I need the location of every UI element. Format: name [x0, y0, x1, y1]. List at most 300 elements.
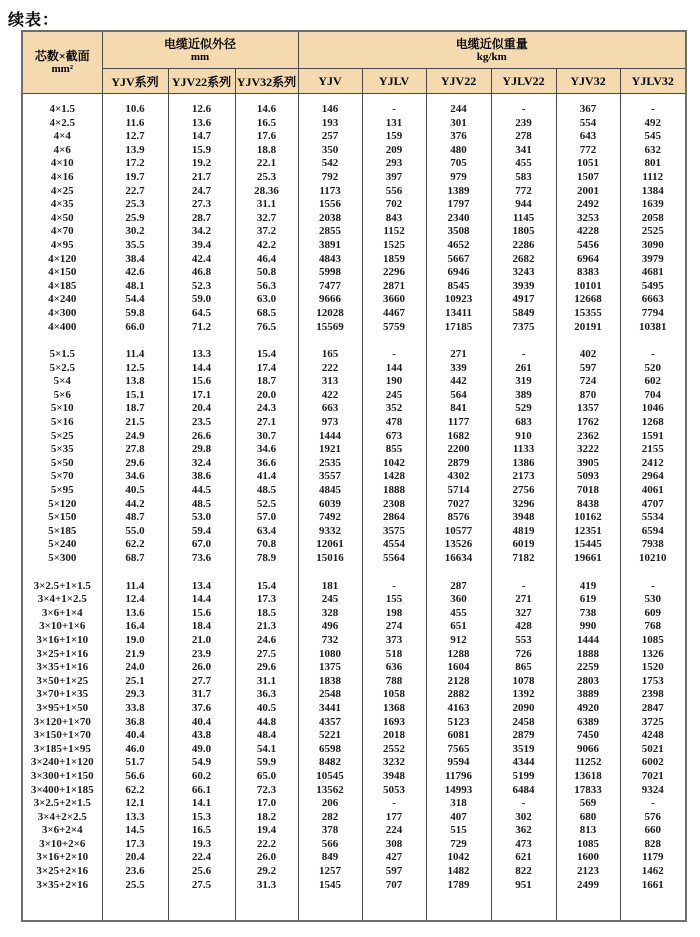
- value-cell: 19.0: [102, 634, 168, 648]
- spacer-cell: [556, 334, 620, 348]
- value-cell: 1556: [298, 198, 362, 212]
- value-cell: 6484: [491, 784, 556, 798]
- value-cell: 13.4: [168, 580, 235, 594]
- value-cell: 34.2: [168, 225, 235, 239]
- value-cell: -: [362, 580, 426, 594]
- spacer-cell: [620, 334, 686, 348]
- spec-cell: 5×35: [22, 443, 102, 457]
- value-cell: 973: [298, 416, 362, 430]
- value-cell: 1639: [620, 198, 686, 212]
- value-cell: 68.7: [102, 552, 168, 566]
- value-cell: 72.3: [235, 784, 298, 798]
- spacer-cell: [491, 566, 556, 580]
- value-cell: 11252: [556, 756, 620, 770]
- value-cell: 2090: [491, 702, 556, 716]
- value-cell: 6946: [426, 266, 491, 280]
- value-cell: 352: [362, 402, 426, 416]
- value-cell: 1179: [620, 851, 686, 865]
- value-cell: 20191: [556, 321, 620, 335]
- value-cell: 2882: [426, 688, 491, 702]
- value-cell: 422: [298, 389, 362, 403]
- value-cell: 1482: [426, 865, 491, 879]
- diameter-unit: mm: [190, 50, 210, 63]
- value-cell: 705: [426, 157, 491, 171]
- spacer-row: [22, 334, 686, 348]
- value-cell: 2879: [426, 457, 491, 471]
- value-cell: 7492: [298, 511, 362, 525]
- value-cell: 6663: [620, 293, 686, 307]
- value-cell: 4707: [620, 498, 686, 512]
- col-header-spec: [22, 31, 102, 94]
- value-cell: 4819: [491, 525, 556, 539]
- value-cell: 62.2: [102, 784, 168, 798]
- spacer-cell: [102, 94, 168, 104]
- value-cell: 36.8: [102, 716, 168, 730]
- value-cell: -: [362, 348, 426, 362]
- value-cell: 5221: [298, 729, 362, 743]
- value-cell: 8438: [556, 498, 620, 512]
- table-row: [22, 321, 686, 335]
- value-cell: 62.2: [102, 538, 168, 552]
- value-cell: 4843: [298, 253, 362, 267]
- value-cell: 36.3: [235, 688, 298, 702]
- value-cell: 4917: [491, 293, 556, 307]
- value-cell: 10101: [556, 280, 620, 294]
- table-row: [22, 362, 686, 376]
- spec-cell: 4×25: [22, 185, 102, 199]
- value-cell: 33.8: [102, 702, 168, 716]
- value-cell: 17.4: [235, 362, 298, 376]
- value-cell: 2308: [362, 498, 426, 512]
- spec-cell: 5×240: [22, 538, 102, 552]
- value-cell: 1661: [620, 879, 686, 893]
- value-cell: 56.6: [102, 770, 168, 784]
- spec-cell: 3×25+2×16: [22, 865, 102, 879]
- value-cell: 3979: [620, 253, 686, 267]
- value-cell: 2803: [556, 675, 620, 689]
- value-cell: 2123: [556, 865, 620, 879]
- value-cell: 14.1: [168, 797, 235, 811]
- spacer-cell: [426, 892, 491, 921]
- value-cell: 25.5: [102, 879, 168, 893]
- value-cell: 7018: [556, 484, 620, 498]
- value-cell: 1507: [556, 171, 620, 185]
- spacer-cell: [556, 892, 620, 921]
- value-cell: 3090: [620, 239, 686, 253]
- value-cell: 2756: [491, 484, 556, 498]
- value-cell: 68.5: [235, 307, 298, 321]
- value-cell: 636: [362, 661, 426, 675]
- value-cell: 76.5: [235, 321, 298, 335]
- value-cell: 4061: [620, 484, 686, 498]
- diameter-title: 电缆近似外径: [164, 36, 237, 51]
- value-cell: -: [620, 103, 686, 117]
- value-cell: 17185: [426, 321, 491, 335]
- value-cell: 1545: [298, 879, 362, 893]
- value-cell: 21.9: [102, 648, 168, 662]
- value-cell: 518: [362, 648, 426, 662]
- value-cell: 792: [298, 171, 362, 185]
- table-row: [22, 811, 686, 825]
- spacer-cell: [235, 566, 298, 580]
- value-cell: 13562: [298, 784, 362, 798]
- spec-cell: 3×2.5+2×1.5: [22, 797, 102, 811]
- value-cell: 1042: [426, 851, 491, 865]
- value-cell: 12.6: [168, 103, 235, 117]
- value-cell: 3905: [556, 457, 620, 471]
- value-cell: 813: [556, 824, 620, 838]
- spacer-cell: [426, 334, 491, 348]
- value-cell: 2548: [298, 688, 362, 702]
- value-cell: 2038: [298, 212, 362, 226]
- value-cell: 1368: [362, 702, 426, 716]
- value-cell: 15.6: [168, 607, 235, 621]
- value-cell: 5123: [426, 716, 491, 730]
- value-cell: 26.6: [168, 430, 235, 444]
- value-cell: 12028: [298, 307, 362, 321]
- value-cell: 5714: [426, 484, 491, 498]
- value-cell: 15569: [298, 321, 362, 335]
- spec-cell: 4×4: [22, 130, 102, 144]
- value-cell: 1288: [426, 648, 491, 662]
- value-cell: 10545: [298, 770, 362, 784]
- table-row: [22, 580, 686, 594]
- value-cell: 13.9: [102, 144, 168, 158]
- spec-cell: 3×70+1×35: [22, 688, 102, 702]
- value-cell: 673: [362, 430, 426, 444]
- value-cell: 663: [298, 402, 362, 416]
- value-cell: 24.0: [102, 661, 168, 675]
- value-cell: 5667: [426, 253, 491, 267]
- value-cell: 3557: [298, 470, 362, 484]
- value-cell: 849: [298, 851, 362, 865]
- value-cell: 48.5: [168, 498, 235, 512]
- value-cell: 31.3: [235, 879, 298, 893]
- value-cell: 2340: [426, 212, 491, 226]
- spacer-cell: [620, 892, 686, 921]
- spec-cell: 4×1.5: [22, 103, 102, 117]
- table-row: [22, 743, 686, 757]
- value-cell: 52.5: [235, 498, 298, 512]
- spec-cell: 3×25+1×16: [22, 648, 102, 662]
- spec-cell: 3×35+1×16: [22, 661, 102, 675]
- spacer-cell: [298, 892, 362, 921]
- value-cell: 7938: [620, 538, 686, 552]
- value-cell: 496: [298, 620, 362, 634]
- value-cell: 554: [556, 117, 620, 131]
- value-cell: 9324: [620, 784, 686, 798]
- value-cell: 621: [491, 851, 556, 865]
- value-cell: 261: [491, 362, 556, 376]
- value-cell: 7477: [298, 280, 362, 294]
- value-cell: 24.3: [235, 402, 298, 416]
- value-cell: 732: [298, 634, 362, 648]
- value-cell: 18.7: [235, 375, 298, 389]
- table-header: [22, 31, 686, 94]
- value-cell: 576: [620, 811, 686, 825]
- table-row: [22, 157, 686, 171]
- spacer-row: [22, 94, 686, 104]
- value-cell: 19.4: [235, 824, 298, 838]
- value-cell: 55.0: [102, 525, 168, 539]
- value-cell: 245: [362, 389, 426, 403]
- value-cell: 660: [620, 824, 686, 838]
- value-cell: 25.1: [102, 675, 168, 689]
- value-cell: 10381: [620, 321, 686, 335]
- value-cell: 20.4: [102, 851, 168, 865]
- table-row: [22, 212, 686, 226]
- value-cell: 15.9: [168, 144, 235, 158]
- value-cell: 63.0: [235, 293, 298, 307]
- value-cell: 65.0: [235, 770, 298, 784]
- spec-cell: 4×300: [22, 307, 102, 321]
- value-cell: 9666: [298, 293, 362, 307]
- table-row: [22, 117, 686, 131]
- value-cell: 206: [298, 797, 362, 811]
- value-cell: 15445: [556, 538, 620, 552]
- spec-cell: 3×185+1×95: [22, 743, 102, 757]
- value-cell: -: [362, 797, 426, 811]
- value-cell: 2200: [426, 443, 491, 457]
- value-cell: 59.9: [235, 756, 298, 770]
- value-cell: 6964: [556, 253, 620, 267]
- value-cell: 17.3: [235, 593, 298, 607]
- value-cell: 42.4: [168, 253, 235, 267]
- value-cell: 478: [362, 416, 426, 430]
- value-cell: 683: [491, 416, 556, 430]
- table-row: [22, 620, 686, 634]
- value-cell: 6598: [298, 743, 362, 757]
- value-cell: 9594: [426, 756, 491, 770]
- value-cell: 583: [491, 171, 556, 185]
- spec-cell: 3×16+1×10: [22, 634, 102, 648]
- value-cell: 14.4: [168, 362, 235, 376]
- table-row: [22, 280, 686, 294]
- value-cell: 373: [362, 634, 426, 648]
- value-cell: 6389: [556, 716, 620, 730]
- cable-spec-table: [21, 30, 687, 922]
- spacer-cell: [298, 94, 362, 104]
- table-row: [22, 144, 686, 158]
- spacer-cell: [102, 566, 168, 580]
- spec-cell: 5×70: [22, 470, 102, 484]
- value-cell: 2058: [620, 212, 686, 226]
- spec-cell: 5×16: [22, 416, 102, 430]
- spec-cell: 4×185: [22, 280, 102, 294]
- value-cell: 350: [298, 144, 362, 158]
- spec-cell: 3×6+2×4: [22, 824, 102, 838]
- value-cell: 1444: [556, 634, 620, 648]
- value-cell: 2412: [620, 457, 686, 471]
- value-cell: 15016: [298, 552, 362, 566]
- value-cell: 4228: [556, 225, 620, 239]
- spacer-cell: [426, 566, 491, 580]
- value-cell: 43.8: [168, 729, 235, 743]
- value-cell: 14993: [426, 784, 491, 798]
- table-row: [22, 266, 686, 280]
- value-cell: 529: [491, 402, 556, 416]
- value-cell: -: [620, 348, 686, 362]
- value-cell: 41.4: [235, 470, 298, 484]
- value-cell: 49.0: [168, 743, 235, 757]
- value-cell: 5998: [298, 266, 362, 280]
- value-cell: 2155: [620, 443, 686, 457]
- table-row: [22, 484, 686, 498]
- spacer-cell: [362, 566, 426, 580]
- value-cell: 59.4: [168, 525, 235, 539]
- value-cell: 40.5: [235, 702, 298, 716]
- value-cell: 944: [491, 198, 556, 212]
- value-cell: 542: [298, 157, 362, 171]
- value-cell: 27.5: [168, 879, 235, 893]
- value-cell: 24.9: [102, 430, 168, 444]
- value-cell: 2535: [298, 457, 362, 471]
- spec-cell: 5×50: [22, 457, 102, 471]
- value-cell: 7027: [426, 498, 491, 512]
- spacer-cell: [298, 566, 362, 580]
- value-cell: 15355: [556, 307, 620, 321]
- value-cell: 455: [426, 607, 491, 621]
- spacer-cell: [298, 334, 362, 348]
- value-cell: 7450: [556, 729, 620, 743]
- value-cell: 1888: [362, 484, 426, 498]
- value-cell: 419: [556, 580, 620, 594]
- table-row: [22, 198, 686, 212]
- value-cell: 17.6: [235, 130, 298, 144]
- value-cell: 59.0: [168, 293, 235, 307]
- value-cell: 14.5: [102, 824, 168, 838]
- value-cell: 1046: [620, 402, 686, 416]
- value-cell: 407: [426, 811, 491, 825]
- value-cell: 3660: [362, 293, 426, 307]
- value-cell: 17833: [556, 784, 620, 798]
- spec-cell: 3×16+2×10: [22, 851, 102, 865]
- spacer-cell: [235, 94, 298, 104]
- value-cell: 25.6: [168, 865, 235, 879]
- value-cell: 1789: [426, 879, 491, 893]
- value-cell: 556: [362, 185, 426, 199]
- value-cell: 1682: [426, 430, 491, 444]
- value-cell: 18.5: [235, 607, 298, 621]
- value-cell: 4248: [620, 729, 686, 743]
- value-cell: 54.9: [168, 756, 235, 770]
- value-cell: 1797: [426, 198, 491, 212]
- value-cell: 553: [491, 634, 556, 648]
- value-cell: 17.1: [168, 389, 235, 403]
- table-row: [22, 239, 686, 253]
- value-cell: 822: [491, 865, 556, 879]
- value-cell: 48.1: [102, 280, 168, 294]
- value-cell: 1326: [620, 648, 686, 662]
- value-cell: 8545: [426, 280, 491, 294]
- spec-cell: 3×4+2×2.5: [22, 811, 102, 825]
- col-header-diameter: [102, 31, 298, 69]
- spec-cell: 3×50+1×25: [22, 675, 102, 689]
- table-row: [22, 498, 686, 512]
- value-cell: 257: [298, 130, 362, 144]
- value-cell: 19.7: [102, 171, 168, 185]
- value-cell: 367: [556, 103, 620, 117]
- value-cell: 870: [556, 389, 620, 403]
- value-cell: 4681: [620, 266, 686, 280]
- value-cell: 6594: [620, 525, 686, 539]
- spec-cell: 5×6: [22, 389, 102, 403]
- value-cell: 15.6: [168, 375, 235, 389]
- value-cell: 12.5: [102, 362, 168, 376]
- value-cell: 21.3: [235, 620, 298, 634]
- value-cell: 2871: [362, 280, 426, 294]
- value-cell: 11796: [426, 770, 491, 784]
- value-cell: 274: [362, 620, 426, 634]
- value-cell: 190: [362, 375, 426, 389]
- spacer-cell: [235, 334, 298, 348]
- value-cell: 1357: [556, 402, 620, 416]
- value-cell: -: [491, 103, 556, 117]
- value-cell: 293: [362, 157, 426, 171]
- value-cell: 1888: [556, 648, 620, 662]
- value-cell: 6081: [426, 729, 491, 743]
- value-cell: 8383: [556, 266, 620, 280]
- value-cell: 44.5: [168, 484, 235, 498]
- spec-cell: 4×120: [22, 253, 102, 267]
- spec-cell: 5×150: [22, 511, 102, 525]
- table-row: [22, 716, 686, 730]
- value-cell: 12.1: [102, 797, 168, 811]
- value-cell: 57.0: [235, 511, 298, 525]
- value-cell: 302: [491, 811, 556, 825]
- value-cell: 60.2: [168, 770, 235, 784]
- value-cell: 12.7: [102, 130, 168, 144]
- spec-cell: 3×10+2×6: [22, 838, 102, 852]
- value-cell: 24.7: [168, 185, 235, 199]
- value-cell: 480: [426, 144, 491, 158]
- col-header-yjv-series: YJV系列: [102, 69, 168, 94]
- value-cell: 738: [556, 607, 620, 621]
- value-cell: 362: [491, 824, 556, 838]
- value-cell: 841: [426, 402, 491, 416]
- spec-cell: 5×1.5: [22, 348, 102, 362]
- value-cell: 1838: [298, 675, 362, 689]
- table-row: [22, 348, 686, 362]
- value-cell: 22.2: [235, 838, 298, 852]
- value-cell: 50.8: [235, 266, 298, 280]
- spacer-cell: [168, 892, 235, 921]
- value-cell: 1080: [298, 648, 362, 662]
- value-cell: 12.4: [102, 593, 168, 607]
- value-cell: 912: [426, 634, 491, 648]
- value-cell: 1268: [620, 416, 686, 430]
- value-cell: 25.3: [235, 171, 298, 185]
- value-cell: -: [362, 103, 426, 117]
- value-cell: 327: [491, 607, 556, 621]
- value-cell: 35.5: [102, 239, 168, 253]
- value-cell: 9332: [298, 525, 362, 539]
- value-cell: 239: [491, 117, 556, 131]
- spacer-cell: [22, 334, 102, 348]
- value-cell: 37.2: [235, 225, 298, 239]
- value-cell: 726: [491, 648, 556, 662]
- value-cell: 319: [491, 375, 556, 389]
- value-cell: 27.5: [235, 648, 298, 662]
- value-cell: 1600: [556, 851, 620, 865]
- value-cell: 146: [298, 103, 362, 117]
- value-cell: 22.7: [102, 185, 168, 199]
- value-cell: 14.4: [168, 593, 235, 607]
- table-row: [22, 797, 686, 811]
- value-cell: 428: [491, 620, 556, 634]
- value-cell: 3222: [556, 443, 620, 457]
- value-cell: 17.2: [102, 157, 168, 171]
